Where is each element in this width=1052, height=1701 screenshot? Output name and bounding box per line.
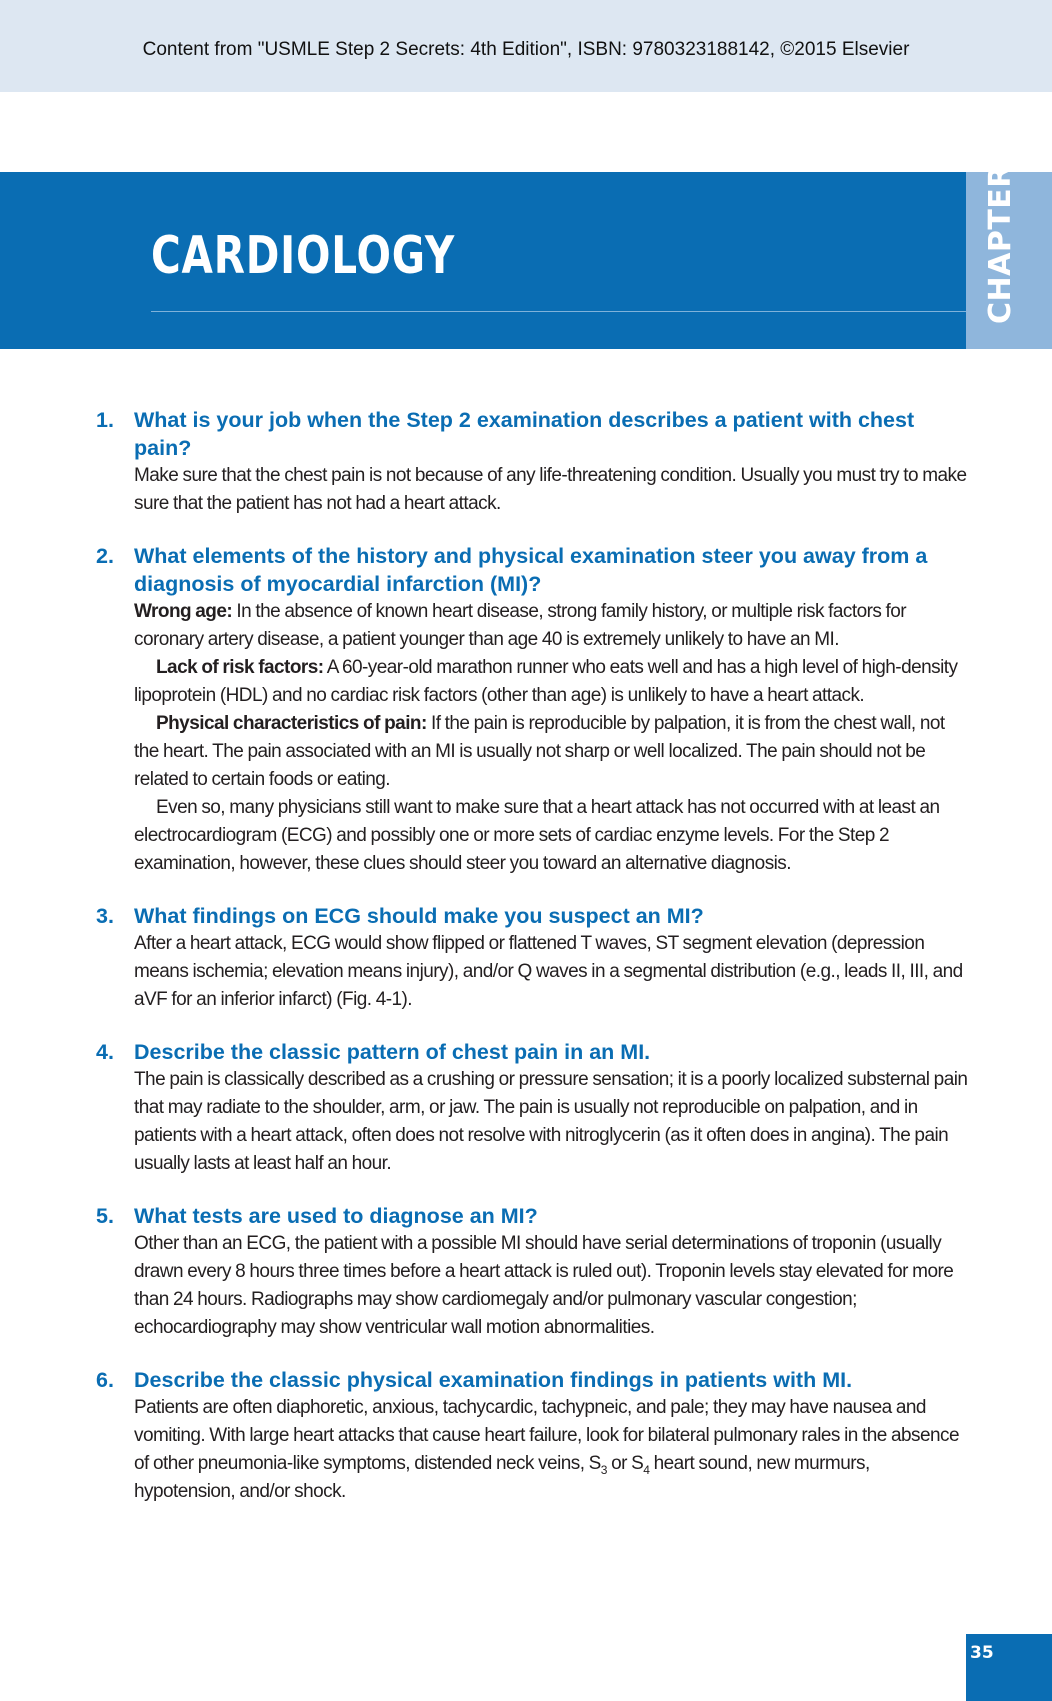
chapter-banner [0, 172, 966, 349]
banner-divider [151, 311, 966, 312]
chapter-title: CARDIOLOGY [151, 226, 456, 286]
subscript: 4 [643, 1462, 650, 1477]
paragraph-lead: Wrong age: [134, 601, 233, 622]
paragraph-text: Even so, many physicians still want to make sure that a heart attack has not occurred with at least an electrocardiogram (ECG) and possibly one or more sets of cardiac enzyme levels. For the Step 2 examination, however, these clues should steer you toward an alternative diagnosis. [134, 797, 940, 874]
question-item-4 [96, 1038, 968, 1178]
question-text: What findings on ECG should make you suspect an MI? [134, 904, 704, 928]
paragraph-text: If the pain is reproducible by palpation, it is from the chest wall, not the heart. The pain associated with an MI is usually not sharp or well localized. The pain should not be related to certain foods or eating. [134, 713, 945, 790]
answer-text-part: or S [606, 1453, 644, 1474]
answer-text: Other than an ECG, the patient with a possible MI should have serial determinations of troponin (usually drawn every 8 hours three times before a heart attack is ruled out). Troponin levels stay elevated for more than 24 hours. Radiographs may show cardiomegaly and/or pulmonary vascular congestion; echocardiography may show ventricular wall motion abnormalities. [134, 1233, 954, 1338]
answer-text [134, 1394, 968, 1506]
answer-text: Make sure that the chest pain is not because of any life-threatening condition. Usually you must try to make sure that the patient has not had a heart attack. [134, 465, 967, 514]
paragraph-text: In the absence of known heart disease, strong family history, or multiple risk factors for coronary artery disease, a patient younger than age 40 is extremely unlikely to have an MI. [134, 601, 907, 650]
paragraph-text: A 60-year-old marathon runner who eats well and has a high level of high-density lipoprotein (HDL) and no cardiac risk factors (other than age) is unlikely to have a heart attack. [134, 657, 958, 706]
answer-paragraph [134, 794, 968, 878]
question-number: 4. [96, 1040, 114, 1064]
answer-text: After a heart attack, ECG would show flipped or flattened T waves, ST segment elevation (depression means ischemia; elevation means injury), and/or Q waves in a segmental distribution (e.g., leads II, III, and aVF for an inferior infarct) (Fig. 4-1). [134, 933, 963, 1010]
question-text: What elements of the history and physical examination steer you away from a diagnosis of myocardial infarction (MI)? [134, 544, 928, 596]
paragraph-lead: Physical characteristics of pain: [156, 713, 427, 734]
paragraph-lead: Lack of risk factors: [156, 657, 324, 678]
question-item-2 [96, 542, 968, 878]
question-number: 1. [96, 408, 114, 432]
question-number: 2. [96, 544, 114, 568]
question-list [96, 406, 968, 1530]
answer-paragraph [134, 710, 968, 794]
chapter-tab-label: CHAPTER 4 [983, 131, 1018, 324]
question-item-6 [96, 1366, 968, 1506]
question-text: Describe the classic pattern of chest pain in an MI. [134, 1040, 651, 1064]
answer-paragraph [134, 598, 968, 654]
answer-text: The pain is classically described as a crushing or pressure sensation; it is a poorly localized substernal pain that may radiate to the shoulder, arm, or jaw. The pain is usually not reproducible on palpation, and in patients with a heart attack, often does not resolve with nitroglycerin (as it often does in angina). The pain usually lasts at least half an hour. [134, 1069, 968, 1174]
question-number: 3. [96, 904, 114, 928]
page-number: 35 [970, 1643, 994, 1663]
subscript: 3 [600, 1462, 607, 1477]
answer-text-part: Patients are often diaphoretic, anxious, tachycardic, tachypneic, and pale; they may have nausea and vomiting. With large heart attacks that cause heart failure, look for bilateral pulmonary rales in the absence of other pneumonia-like symptoms, distended neck veins, S [134, 1397, 959, 1474]
question-text: What tests are used to diagnose an MI? [134, 1204, 538, 1228]
answer-paragraph [134, 654, 968, 710]
question-text: Describe the classic physical examination findings in patients with MI. [134, 1368, 853, 1392]
question-text: What is your job when the Step 2 examination describes a patient with chest pain? [134, 408, 915, 460]
copyright-notice: Content from "USMLE Step 2 Secrets: 4th Edition", ISBN: 9780323188142, ©2015 Elsevier [142, 39, 910, 60]
question-item-1 [96, 406, 968, 518]
question-item-5 [96, 1202, 968, 1342]
question-item-3 [96, 902, 968, 1014]
question-number: 5. [96, 1204, 114, 1228]
answer-text-part: heart sound, new murmurs, hypotension, and/or shock. [134, 1453, 870, 1502]
question-number: 6. [96, 1368, 114, 1392]
